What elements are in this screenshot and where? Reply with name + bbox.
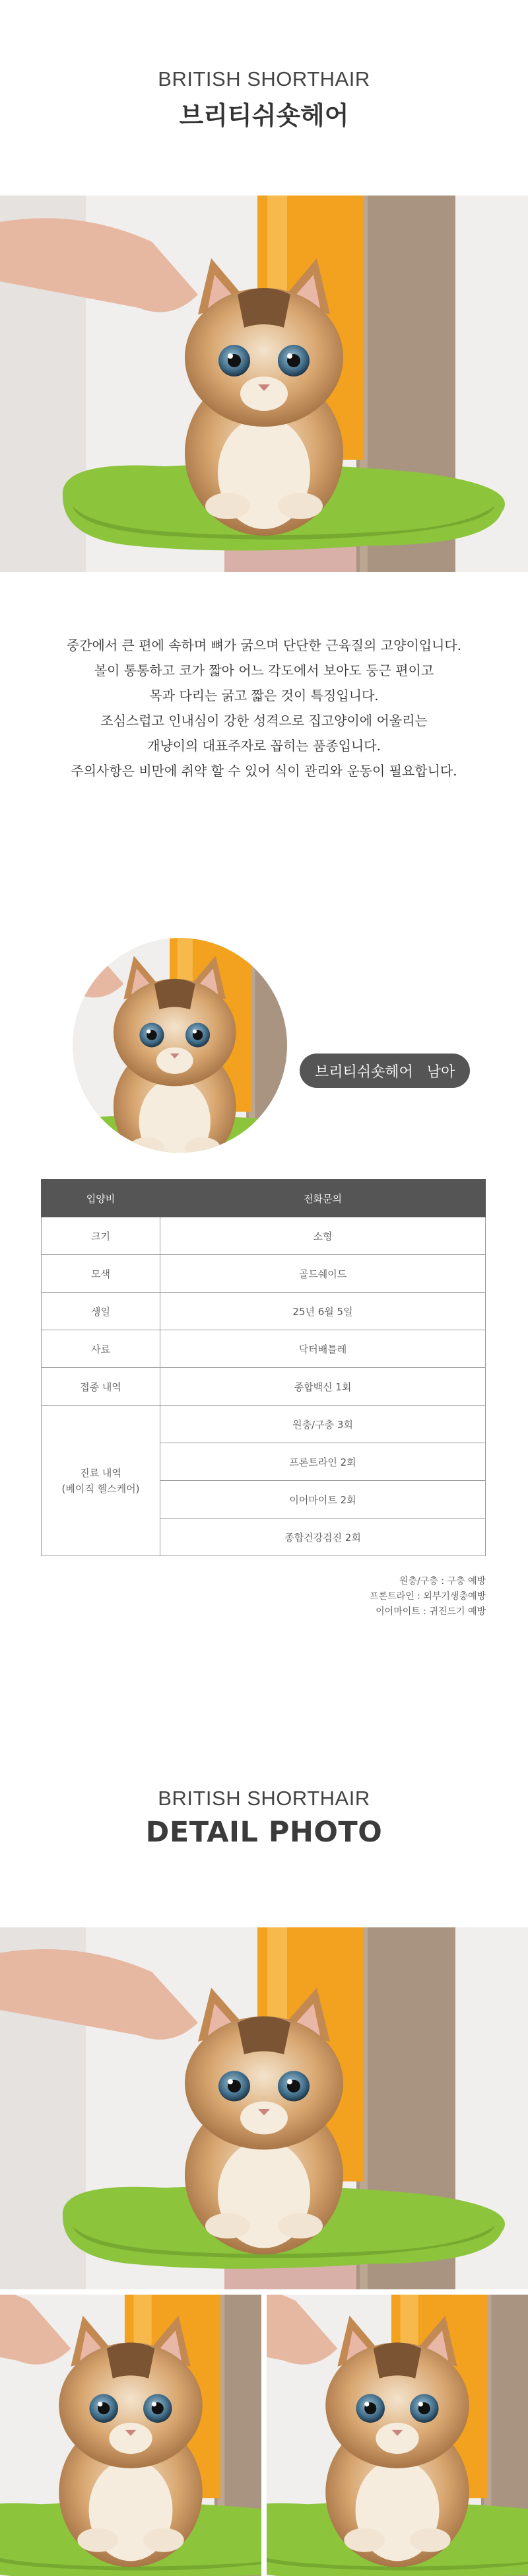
breed-gender-badge: 브리티쉬숏헤어 남아	[300, 1054, 470, 1088]
row-value: 골드쉐이드	[160, 1255, 486, 1293]
table-row	[42, 1368, 486, 1406]
detail-title-main: DETAIL PHOTO	[145, 1816, 383, 1849]
row-label: 모색	[42, 1255, 160, 1293]
detail-photo-right	[267, 2295, 528, 2576]
care-notes	[370, 1574, 486, 1620]
table-row	[42, 1293, 486, 1330]
table-row	[42, 1255, 486, 1293]
care-label-line: (베이직 헬스케어)	[61, 1482, 140, 1495]
description-line: 주의사항은 비만에 취약 할 수 있어 식이 관리와 운동이 필요합니다.	[71, 763, 457, 779]
note-line: 이어마이트 : 귀진드기 예방	[376, 1606, 486, 1617]
care-value: 원충/구충 3회	[160, 1406, 486, 1443]
care-value: 종합건강검진 2회	[160, 1519, 486, 1556]
table-header-row	[42, 1180, 486, 1217]
title-english: BRITISH SHORTHAIR	[158, 67, 370, 90]
table-header-value: 전화문의	[160, 1180, 486, 1217]
detail-title-english: BRITISH SHORTHAIR	[158, 1787, 370, 1810]
row-value: 닥터배틀레	[160, 1330, 486, 1368]
row-value: 25년 6월 5일	[160, 1293, 486, 1330]
detail-photo-wide	[0, 1927, 528, 2289]
care-label	[42, 1406, 160, 1556]
note-line: 프론트라인 : 외부기생충예방	[370, 1591, 486, 1602]
care-value: 프론트라인 2회	[160, 1443, 486, 1481]
row-value: 종합백신 1회	[160, 1368, 486, 1406]
care-value: 이어마이트 2회	[160, 1481, 486, 1519]
table-row	[42, 1330, 486, 1368]
description-line: 개냥이의 대표주자로 꼽히는 품종입니다.	[147, 738, 381, 754]
note-line: 원충/구충 : 구충 예방	[399, 1576, 486, 1587]
header	[0, 67, 528, 131]
table-header-label: 입양비	[42, 1180, 160, 1217]
main-kitten-photo	[0, 196, 528, 572]
breed-description	[0, 633, 528, 783]
table-row	[42, 1217, 486, 1255]
title-korean: 브리티쉬숏헤어	[179, 101, 349, 130]
description-line: 목과 다리는 굵고 짧은 것이 특징입니다.	[149, 688, 379, 703]
description-line: 조심스럽고 인내심이 강한 성격으로 집고양이에 어울리는	[100, 713, 428, 729]
detail-photo-left	[0, 2295, 261, 2576]
table-row	[42, 1406, 486, 1443]
detail-header	[0, 1787, 528, 1849]
description-line: 중간에서 큰 편에 속하며 뼈가 굵으며 단단한 근육질의 고양이입니다.	[66, 637, 462, 653]
row-value: 소형	[160, 1217, 486, 1255]
description-line: 볼이 통통하고 코가 짧아 어느 각도에서 보아도 둥근 편이고	[94, 662, 434, 678]
care-label-line: 진료 내역	[80, 1466, 121, 1479]
row-label: 크기	[42, 1217, 160, 1255]
row-label: 생일	[42, 1293, 160, 1330]
row-label: 사료	[42, 1330, 160, 1368]
row-label: 접종 내역	[42, 1368, 160, 1406]
profile-kitten-photo	[73, 938, 287, 1153]
info-table	[41, 1179, 486, 1556]
